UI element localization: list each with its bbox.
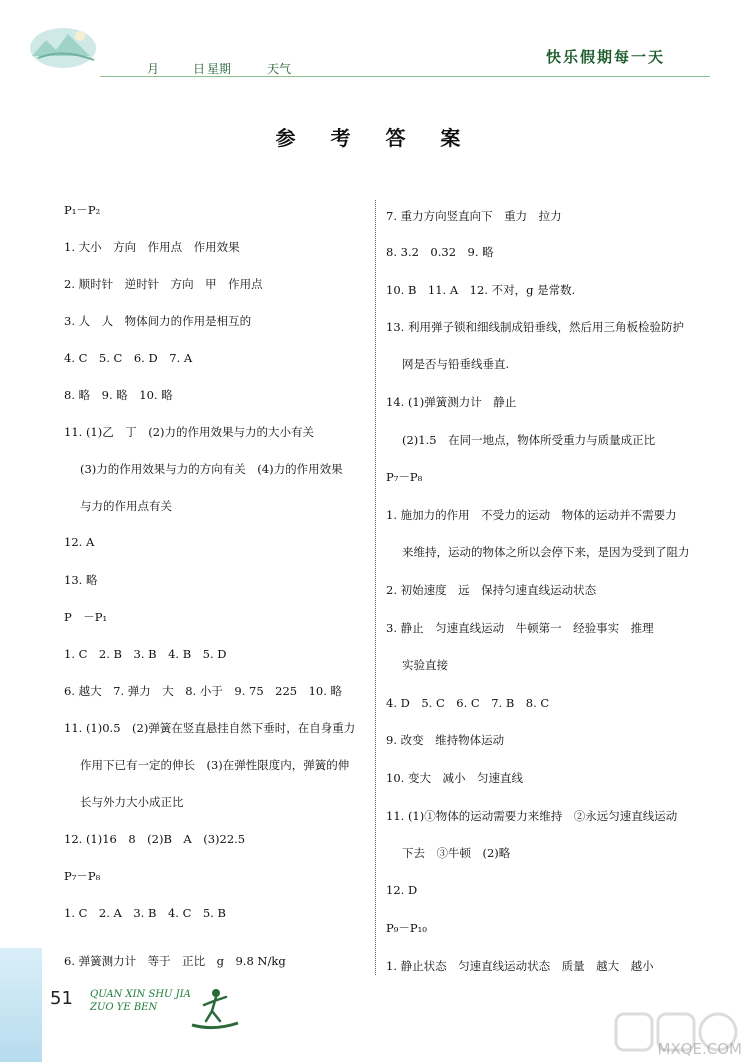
answer-line: P₇－P₈: [386, 470, 423, 484]
answer-line: 8. 3.2 0.32 9. 略: [386, 245, 494, 259]
surfer-illustration-icon: [186, 985, 242, 1035]
weather-label: 天气: [267, 62, 292, 76]
answer-line: 10. 变大 减小 匀速直线: [386, 771, 523, 785]
answer-line: 1. C 2. B 3. B 4. B 5. D: [64, 647, 227, 661]
header-slogan: 快乐假期每一天: [546, 48, 666, 66]
answer-line: (2)1.5 在同一地点，物体所受重力与质量成正比: [402, 433, 656, 447]
answer-line: 13. 利用弹子锁和细线制成铅垂线，然后用三角板检验防护: [386, 320, 684, 334]
answer-line: 作用下已有一定的伸长 (3)在弹性限度内，弹簧的伸: [80, 758, 350, 772]
answer-line: 2. 顺时针 逆时针 方向 甲 作用点: [64, 277, 263, 291]
watermark-text: MXQE.COM: [657, 1040, 742, 1058]
page-header: [0, 0, 750, 90]
page-number: 51: [50, 988, 73, 1009]
answer-line: P₁－P₂: [64, 203, 101, 217]
answer-line: 7. 重力方向竖直向下 重力 拉力: [386, 209, 562, 223]
footer-side-band: [0, 948, 42, 1062]
answer-line: 12. (1)16 8 (2)B A (3)22.5: [64, 832, 246, 846]
page-title: 参 考 答 案: [275, 126, 475, 150]
brand-line-2: ZUO YE BEN: [90, 1002, 158, 1013]
answer-line: 与力的作用点有关: [80, 499, 172, 513]
column-divider: [375, 200, 376, 975]
answer-line: P₉－P₁₀: [386, 921, 427, 935]
answer-line: 4. C 5. C 6. D 7. A: [64, 351, 193, 365]
header-rule: [100, 76, 710, 77]
answer-line: 1. C 2. A 3. B 4. C 5. B: [64, 906, 226, 920]
answer-line: 1. 施加力的作用 不受力的运动 物体的运动并不需要力: [386, 508, 677, 522]
answer-line: 2. 初始速度 远 保持匀速直线运动状态: [386, 583, 597, 597]
answer-line: (3)力的作用效果与力的方向有关 (4)力的作用效果: [80, 462, 343, 476]
answer-line: 6. 弹簧测力计 等于 正比 g 9.8 N/kg: [64, 954, 286, 968]
answer-line: 实验直接: [402, 658, 448, 672]
answer-line: 1. 静止状态 匀速直线运动状态 质量 越大 越小: [386, 959, 654, 973]
date-weather-line: [105, 60, 321, 77]
day-label: 日: [193, 62, 206, 76]
weekday-label: 星期: [207, 62, 232, 76]
answer-line: 4. D 5. C 6. C 7. B 8. C: [386, 696, 550, 710]
answer-line: 长与外力大小成正比: [80, 795, 184, 809]
brand-line-1: QUAN XIN SHU JIA: [90, 989, 191, 1000]
answer-line: 14. (1)弹簧测力计 静止: [386, 395, 517, 409]
answer-line: 11. (1)0.5 (2)弹簧在竖直悬挂自然下垂时，在自身重力: [64, 721, 356, 735]
answer-line: 3. 人 人 物体间力的作用是相互的: [64, 314, 252, 328]
landscape-logo-icon: [28, 22, 98, 70]
answer-line: 12. D: [386, 883, 418, 897]
answer-line: 3. 静止 匀速直线运动 牛顿第一 经验事实 推理: [386, 621, 654, 635]
brand-text: [90, 988, 191, 1014]
answer-line: 网是否与铅垂线垂直.: [402, 357, 510, 371]
answer-line: 11. (1)①物体的运动需要力来维持 ②永远匀速直线运动: [386, 809, 678, 823]
answer-line: 11. (1)乙 丁 (2)力的作用效果与力的大小有关: [64, 425, 315, 439]
answer-line: P₇－P₈: [64, 869, 101, 883]
answer-line: 10. B 11. A 12. 不对，g 是常数.: [386, 283, 576, 297]
answer-line: 1. 大小 方向 作用点 作用效果: [64, 240, 240, 254]
answer-line: 12. A: [64, 535, 95, 549]
answer-line: 下去 ③牛顿 (2)略: [402, 846, 511, 860]
month-label: 月: [147, 62, 160, 76]
answer-line: 13. 略: [64, 573, 98, 587]
answer-line: 来维持，运动的物体之所以会停下来，是因为受到了阻力: [402, 545, 690, 559]
answer-line: 9. 改变 维持物体运动: [386, 733, 505, 747]
answer-line: 6. 越大 7. 弹力 大 8. 小于 9. 75 225 10. 略: [64, 684, 343, 698]
answer-line: 8. 略 9. 略 10. 略: [64, 388, 173, 402]
answer-line: P －P₁: [64, 610, 108, 624]
